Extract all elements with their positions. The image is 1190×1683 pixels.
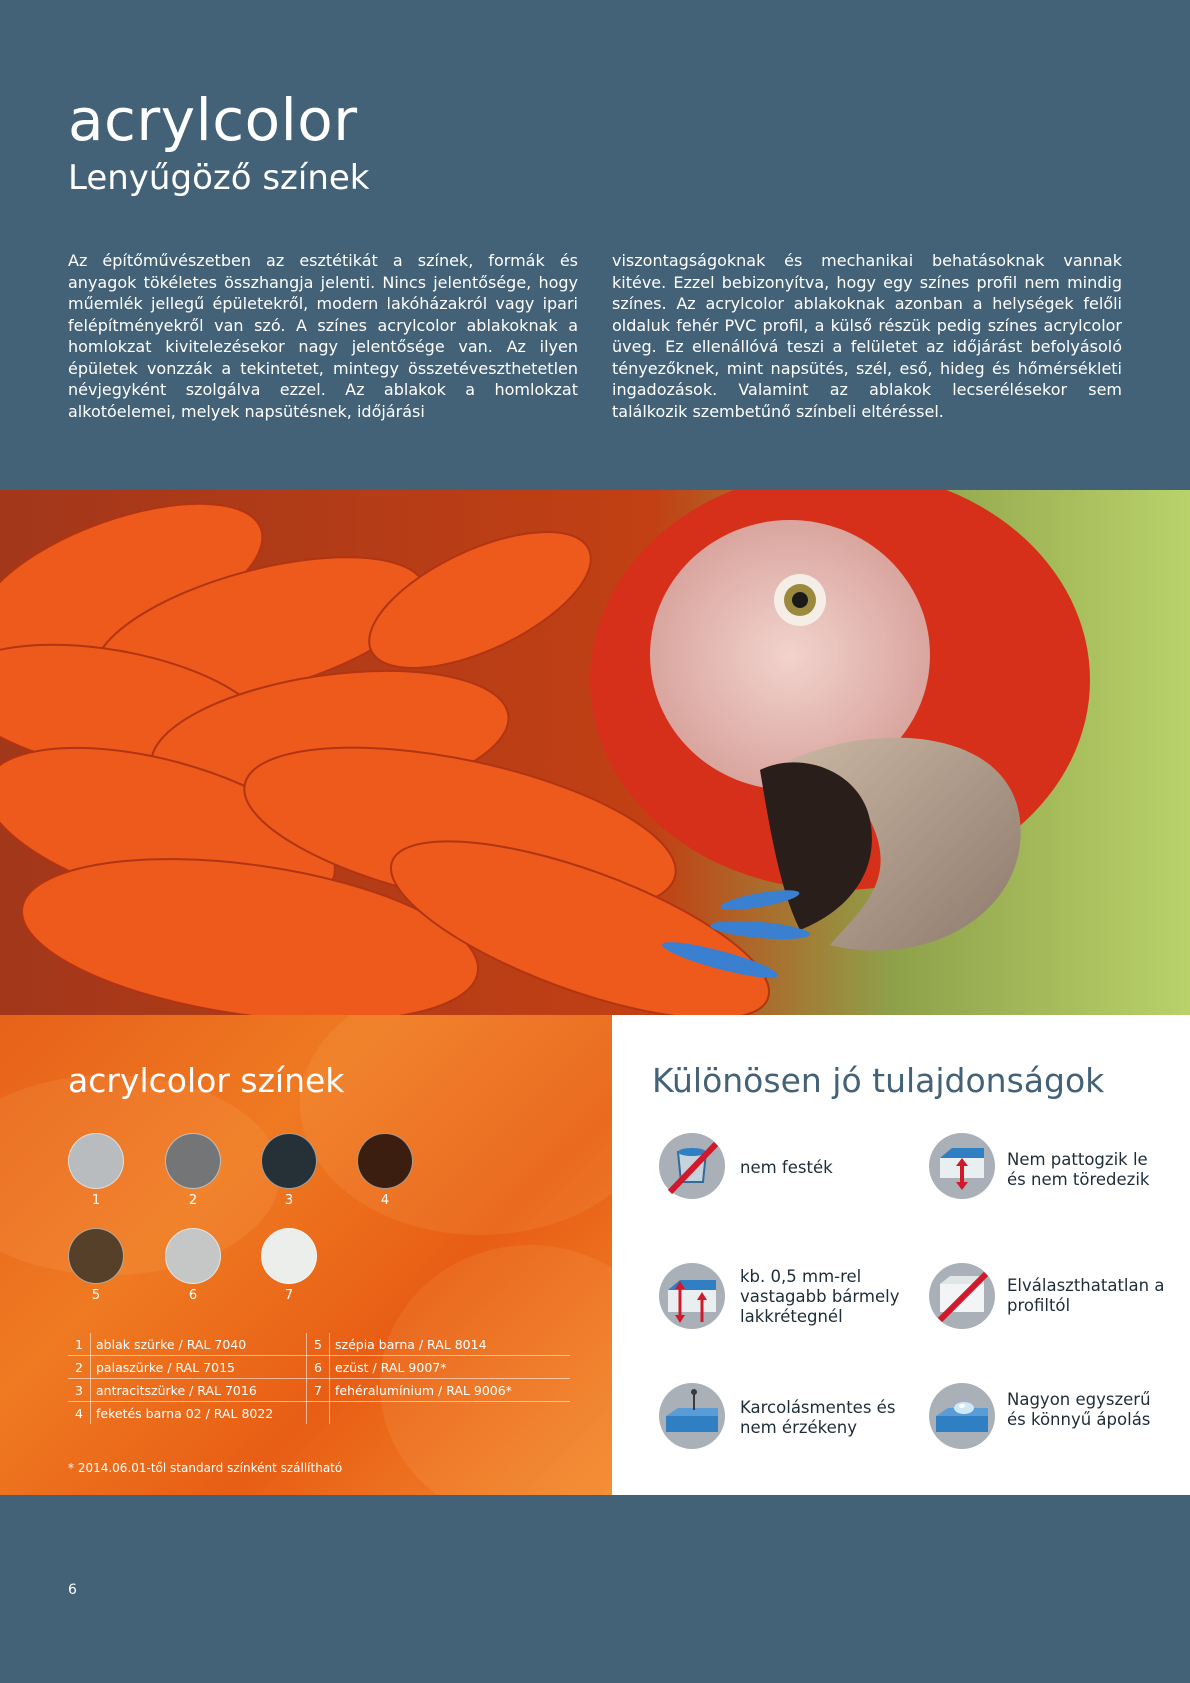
inseparable-profile-icon: [928, 1262, 996, 1330]
intro-text-right: viszontagságoknak és mechanikai behatásoknak vannak kitéve. Ezzel bebizonyítva, hogy egy színes profil nem mindig színes. Az acrylcolor ablakoknak azonban a helységek felőli oldaluk fehér PVC profil, a külső részük pedig színes acrylcolor üveg. Ez ellenállóvá teszi a felületet az időjárást befolyásoló tényezőknek, mint napsütés, szél, eső, hideg és hőmérsékleti ingadozások. Valamint az ablakok lecserélésekor sem találkozik szembetűnő színbeli eltéréssel.: [612, 251, 1122, 421]
swatch-number: 6: [188, 1288, 198, 1303]
scratch-resistant-icon: [658, 1382, 726, 1450]
swatch-number: 7: [284, 1288, 294, 1303]
table-cell: [330, 1402, 571, 1425]
property-text: Nagyon egyszerű és könnyű ápolás: [1007, 1390, 1151, 1429]
property-text: Karcolásmentes és nem érzékeny: [740, 1398, 896, 1437]
property-text: kb. 0,5 mm-rel vastagabb bármely lakkrétegnél: [740, 1267, 900, 1326]
color-swatch-1: [68, 1133, 124, 1189]
table-cell: 5: [307, 1333, 330, 1356]
intro-text-left: Az építőművészetben az esztétikát a színek, formák és anyagok tökéletes összhangja jelenti. Nincs jelentősége, hogy műemlék jellegű épületekről, modern lakóházakról vagy ipari felépítményekről van szó. A színes acrylcolor ablakoknak a homlokzat kivitelezésekor nagy jelentősége van. Az ilyen épületek vonzzák a tekintetet, mintegy összetéveszthetetlen névjegyként szolgálva ezzel. Az ablakok a homlokzat alkotóelemei, melyek napsütésnek, időjárási: [68, 251, 578, 421]
table-cell: ablak szürke / RAL 7040: [91, 1333, 307, 1356]
table-cell: ezüst / RAL 9007*: [330, 1356, 571, 1379]
table-cell: feketés barna 02 / RAL 8022: [91, 1402, 307, 1425]
colors-panel: [0, 1015, 612, 1495]
swatch-number: 2: [188, 1193, 198, 1208]
table-row: [68, 1356, 570, 1379]
thicker-layer-icon: [658, 1262, 726, 1330]
table-cell: 4: [68, 1402, 91, 1425]
table-row: [68, 1379, 570, 1402]
swatch-number: 4: [380, 1193, 390, 1208]
page-number: 6: [68, 1582, 77, 1598]
table-cell: [307, 1402, 330, 1425]
property-text: Elválaszthatatlan a profiltól: [1007, 1276, 1165, 1315]
header-section: [0, 0, 1190, 490]
properties-title: Különösen jó tulajdonságok: [652, 1061, 1105, 1100]
color-swatch-5: [68, 1228, 124, 1284]
properties-panel: [612, 1015, 1190, 1495]
color-swatch-6: [165, 1228, 221, 1284]
swatch-number: 5: [91, 1288, 101, 1303]
page-title: acrylcolor: [68, 86, 358, 154]
color-swatch-2: [165, 1133, 221, 1189]
table-cell: 2: [68, 1356, 91, 1379]
no-paint-bucket-icon: [658, 1132, 726, 1200]
property-text: nem festék: [740, 1158, 833, 1177]
table-row: [68, 1333, 570, 1356]
table-cell: 3: [68, 1379, 91, 1402]
color-swatch-7: [261, 1228, 317, 1284]
swatch-number: 1: [91, 1193, 101, 1208]
table-cell: palaszürke / RAL 7015: [91, 1356, 307, 1379]
table-cell: antracitszürke / RAL 7016: [91, 1379, 307, 1402]
table-cell: fehéralumínium / RAL 9006*: [330, 1379, 571, 1402]
ral-color-table: [68, 1333, 570, 1424]
page-subtitle: Lenyűgöző színek: [68, 158, 370, 198]
table-row: [68, 1402, 570, 1425]
table-cell: szépia barna / RAL 8014: [330, 1333, 571, 1356]
feather-decoration: [300, 1015, 612, 1235]
color-swatch-3: [261, 1133, 317, 1189]
easy-care-icon: [928, 1382, 996, 1450]
table-cell: 7: [307, 1379, 330, 1402]
parrot-photo: [0, 490, 1190, 1015]
swatch-number: 3: [284, 1193, 294, 1208]
property-text: Nem pattogzik le és nem töredezik: [1007, 1150, 1150, 1189]
feather-decoration: [0, 1075, 280, 1275]
footnote: * 2014.06.01-től standard színként szállítható: [68, 1461, 343, 1475]
color-swatch-4: [357, 1133, 413, 1189]
no-peeling-icon: [928, 1132, 996, 1200]
colors-title: acrylcolor színek: [68, 1061, 345, 1100]
table-cell: 6: [307, 1356, 330, 1379]
table-cell: 1: [68, 1333, 91, 1356]
